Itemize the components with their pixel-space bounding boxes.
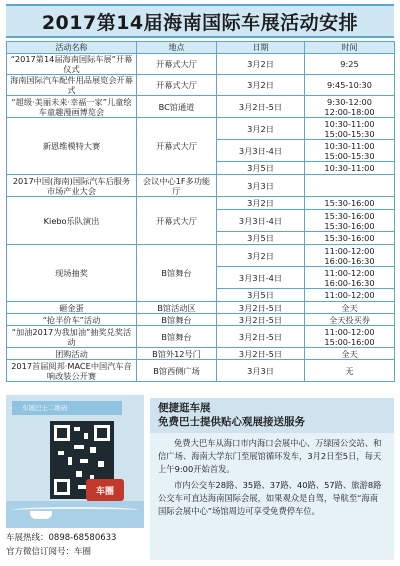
table-row [7, 245, 395, 267]
page-title: 2017第14届海南国际车展活动安排 [41, 11, 359, 34]
activity-place: 会议中心1F多功能厅 [137, 175, 217, 197]
time-slot: 15:30-16:00 [324, 220, 375, 231]
time-slot: 11:00-12:00 [324, 245, 375, 256]
activity-date: 3月2日 [217, 245, 305, 267]
activity-place: 开幕式大厅 [137, 75, 217, 96]
table-row [7, 75, 395, 96]
activity-date: 3月3日 [217, 360, 305, 382]
activity-time [305, 326, 395, 348]
time-slot: 15:30-16:00 [324, 210, 375, 221]
hotline-info [6, 531, 116, 559]
activity-time: 11:00-12:00 [305, 289, 395, 302]
bus-banner [12, 401, 122, 415]
activity-time [305, 175, 395, 197]
activity-time: 全天 [305, 348, 395, 360]
table-row [7, 348, 395, 360]
activity-name: Kiebo乐队演出 [7, 197, 137, 245]
activity-date: 3月2日 [217, 75, 305, 96]
car-logo [86, 479, 124, 501]
time-slot: 15:00-16:00 [324, 336, 375, 347]
info-body [150, 433, 394, 525]
table-row [7, 96, 395, 118]
activity-name: 现场抽奖 [7, 245, 137, 302]
activity-date: 3月5日 [217, 162, 305, 175]
activity-place: B馆舞台 [137, 314, 217, 326]
activity-place: 开幕式大厅 [137, 54, 217, 75]
activity-date: 3月3日-4日 [217, 267, 305, 289]
time-slot: 10:30-11:00 [324, 118, 375, 129]
activity-time [305, 118, 395, 140]
activity-place: B馆外12号门 [137, 348, 217, 360]
table-row [7, 314, 395, 326]
activity-name: “超级·美丽未来·幸福一家”儿童绘车童趣漫画博览会 [7, 96, 137, 118]
activity-name: 海南国际汽车配件用品展览会开幕式 [7, 75, 137, 96]
header-date: 日期 [217, 42, 305, 54]
time-slot: 16:00-16:30 [324, 277, 375, 288]
activity-place: B馆活动区 [137, 302, 217, 314]
time-slot: 15:00-15:30 [324, 128, 375, 139]
table-row [7, 326, 395, 348]
time-slot: 12:00-18:00 [324, 106, 375, 117]
time-slot: 16:00-16:30 [324, 255, 375, 266]
header-time: 时间 [305, 42, 395, 54]
bus-banner-text: 车展巴士二维码 [22, 404, 68, 412]
activity-date: 3月2日-5日 [217, 348, 305, 360]
time-slot: 11:00-12:00 [324, 267, 375, 278]
activity-time [305, 140, 395, 162]
activity-name: “2017第14届海南国际车展”开幕仪式 [7, 54, 137, 75]
table-row [7, 175, 395, 197]
boat-icon [30, 511, 52, 519]
activity-place: B馆舞台 [137, 326, 217, 348]
schedule-table [6, 41, 394, 382]
info-paragraph: 免费大巴车从海口市内海口会展中心、万绿园公交站、和信广场、海南大学东门至展馆循环发车，3月2日至5日，每天上午9:00开始首发。 [158, 438, 382, 474]
activity-time: 9:25 [305, 54, 395, 75]
activity-place: BC馆通道 [137, 96, 217, 118]
activity-date: 3月5日 [217, 289, 305, 302]
activity-date: 3月2日-5日 [217, 326, 305, 348]
hotline-phone: 车展热线：0898-68580633 [6, 533, 117, 543]
activity-date: 3月3日 [217, 175, 305, 197]
activity-name: “抢半价车”活动 [7, 314, 137, 326]
activity-date: 3月2日-5日 [217, 96, 305, 118]
table-row [7, 118, 395, 140]
activity-time [305, 267, 395, 289]
activity-place: B馆西侧广场 [137, 360, 217, 382]
table-row [7, 197, 395, 210]
activity-time [305, 245, 395, 267]
shuttle-info-box [150, 398, 394, 560]
header-place: 地点 [137, 42, 217, 54]
activity-place: 开幕式大厅 [137, 197, 217, 245]
activity-date: 3月3日-4日 [217, 140, 305, 162]
activity-name: 新恩维模特大赛 [7, 118, 137, 175]
activity-date: 3月2日-5日 [217, 302, 305, 314]
activity-name: “加油2017为我加油”抽奖兑奖活动 [7, 326, 137, 348]
table-header-row [7, 42, 395, 54]
table-row [7, 302, 395, 314]
promo-illustration [6, 395, 144, 528]
time-slot: 15:00-15:30 [324, 150, 375, 161]
activity-time: 全天 [305, 302, 395, 314]
sea-area [6, 501, 144, 528]
info-paragraph: 市内公交车28路、35路、37路、40路、57路、旅游8路公交车可直达海南国际会展，如果观众是自驾，导航至“海南国际会展中心”场馆周边可享受免费停车位。 [158, 480, 382, 516]
time-slot: 9:30-12:00 [327, 96, 372, 107]
info-header [150, 398, 394, 433]
activity-name: 2017中国(海南)国际汽车后服务市场产业大会 [7, 175, 137, 197]
activity-date: 3月3日-4日 [217, 210, 305, 232]
activity-name: 团购活动 [7, 348, 137, 360]
activity-place: B馆舞台 [137, 245, 217, 302]
time-slot: 11:00-12:00 [324, 326, 375, 337]
activity-time: 9:45-10:30 [305, 75, 395, 96]
activity-time [305, 96, 395, 118]
activity-time: 15:30-16:00 [305, 232, 395, 245]
table-row [7, 360, 395, 382]
activity-time: 15:30-16:00 [305, 197, 395, 210]
car-logo-text: 车圈 [95, 486, 114, 497]
activity-date: 3月5日 [217, 232, 305, 245]
activity-date: 3月2日 [217, 54, 305, 75]
activity-name: 2017首届阅邦·MACE中国汽车音响改装公开赛 [7, 360, 137, 382]
time-slot: 10:30-11:00 [324, 140, 375, 151]
activity-date: 3月2日 [217, 197, 305, 210]
activity-date: 3月2日 [217, 118, 305, 140]
title-banner [6, 4, 394, 38]
hotline-wechat: 官方微信订阅号：车圈 [6, 547, 92, 557]
activity-time: 10:30-11:00 [305, 162, 395, 175]
info-subheading: 免费巴士提供贴心观展接送服务 [158, 416, 305, 428]
activity-time [305, 210, 395, 232]
header-activity: 活动名称 [7, 42, 137, 54]
activity-name: 砸金蛋 [7, 302, 137, 314]
activity-time: 无 [305, 360, 395, 382]
activity-date: 3月2日-5日 [217, 314, 305, 326]
info-heading: 便捷逛车展 [158, 402, 211, 414]
table-row [7, 54, 395, 75]
activity-time: 全天投买券 [305, 314, 395, 326]
activity-place: 开幕式大厅 [137, 118, 217, 175]
